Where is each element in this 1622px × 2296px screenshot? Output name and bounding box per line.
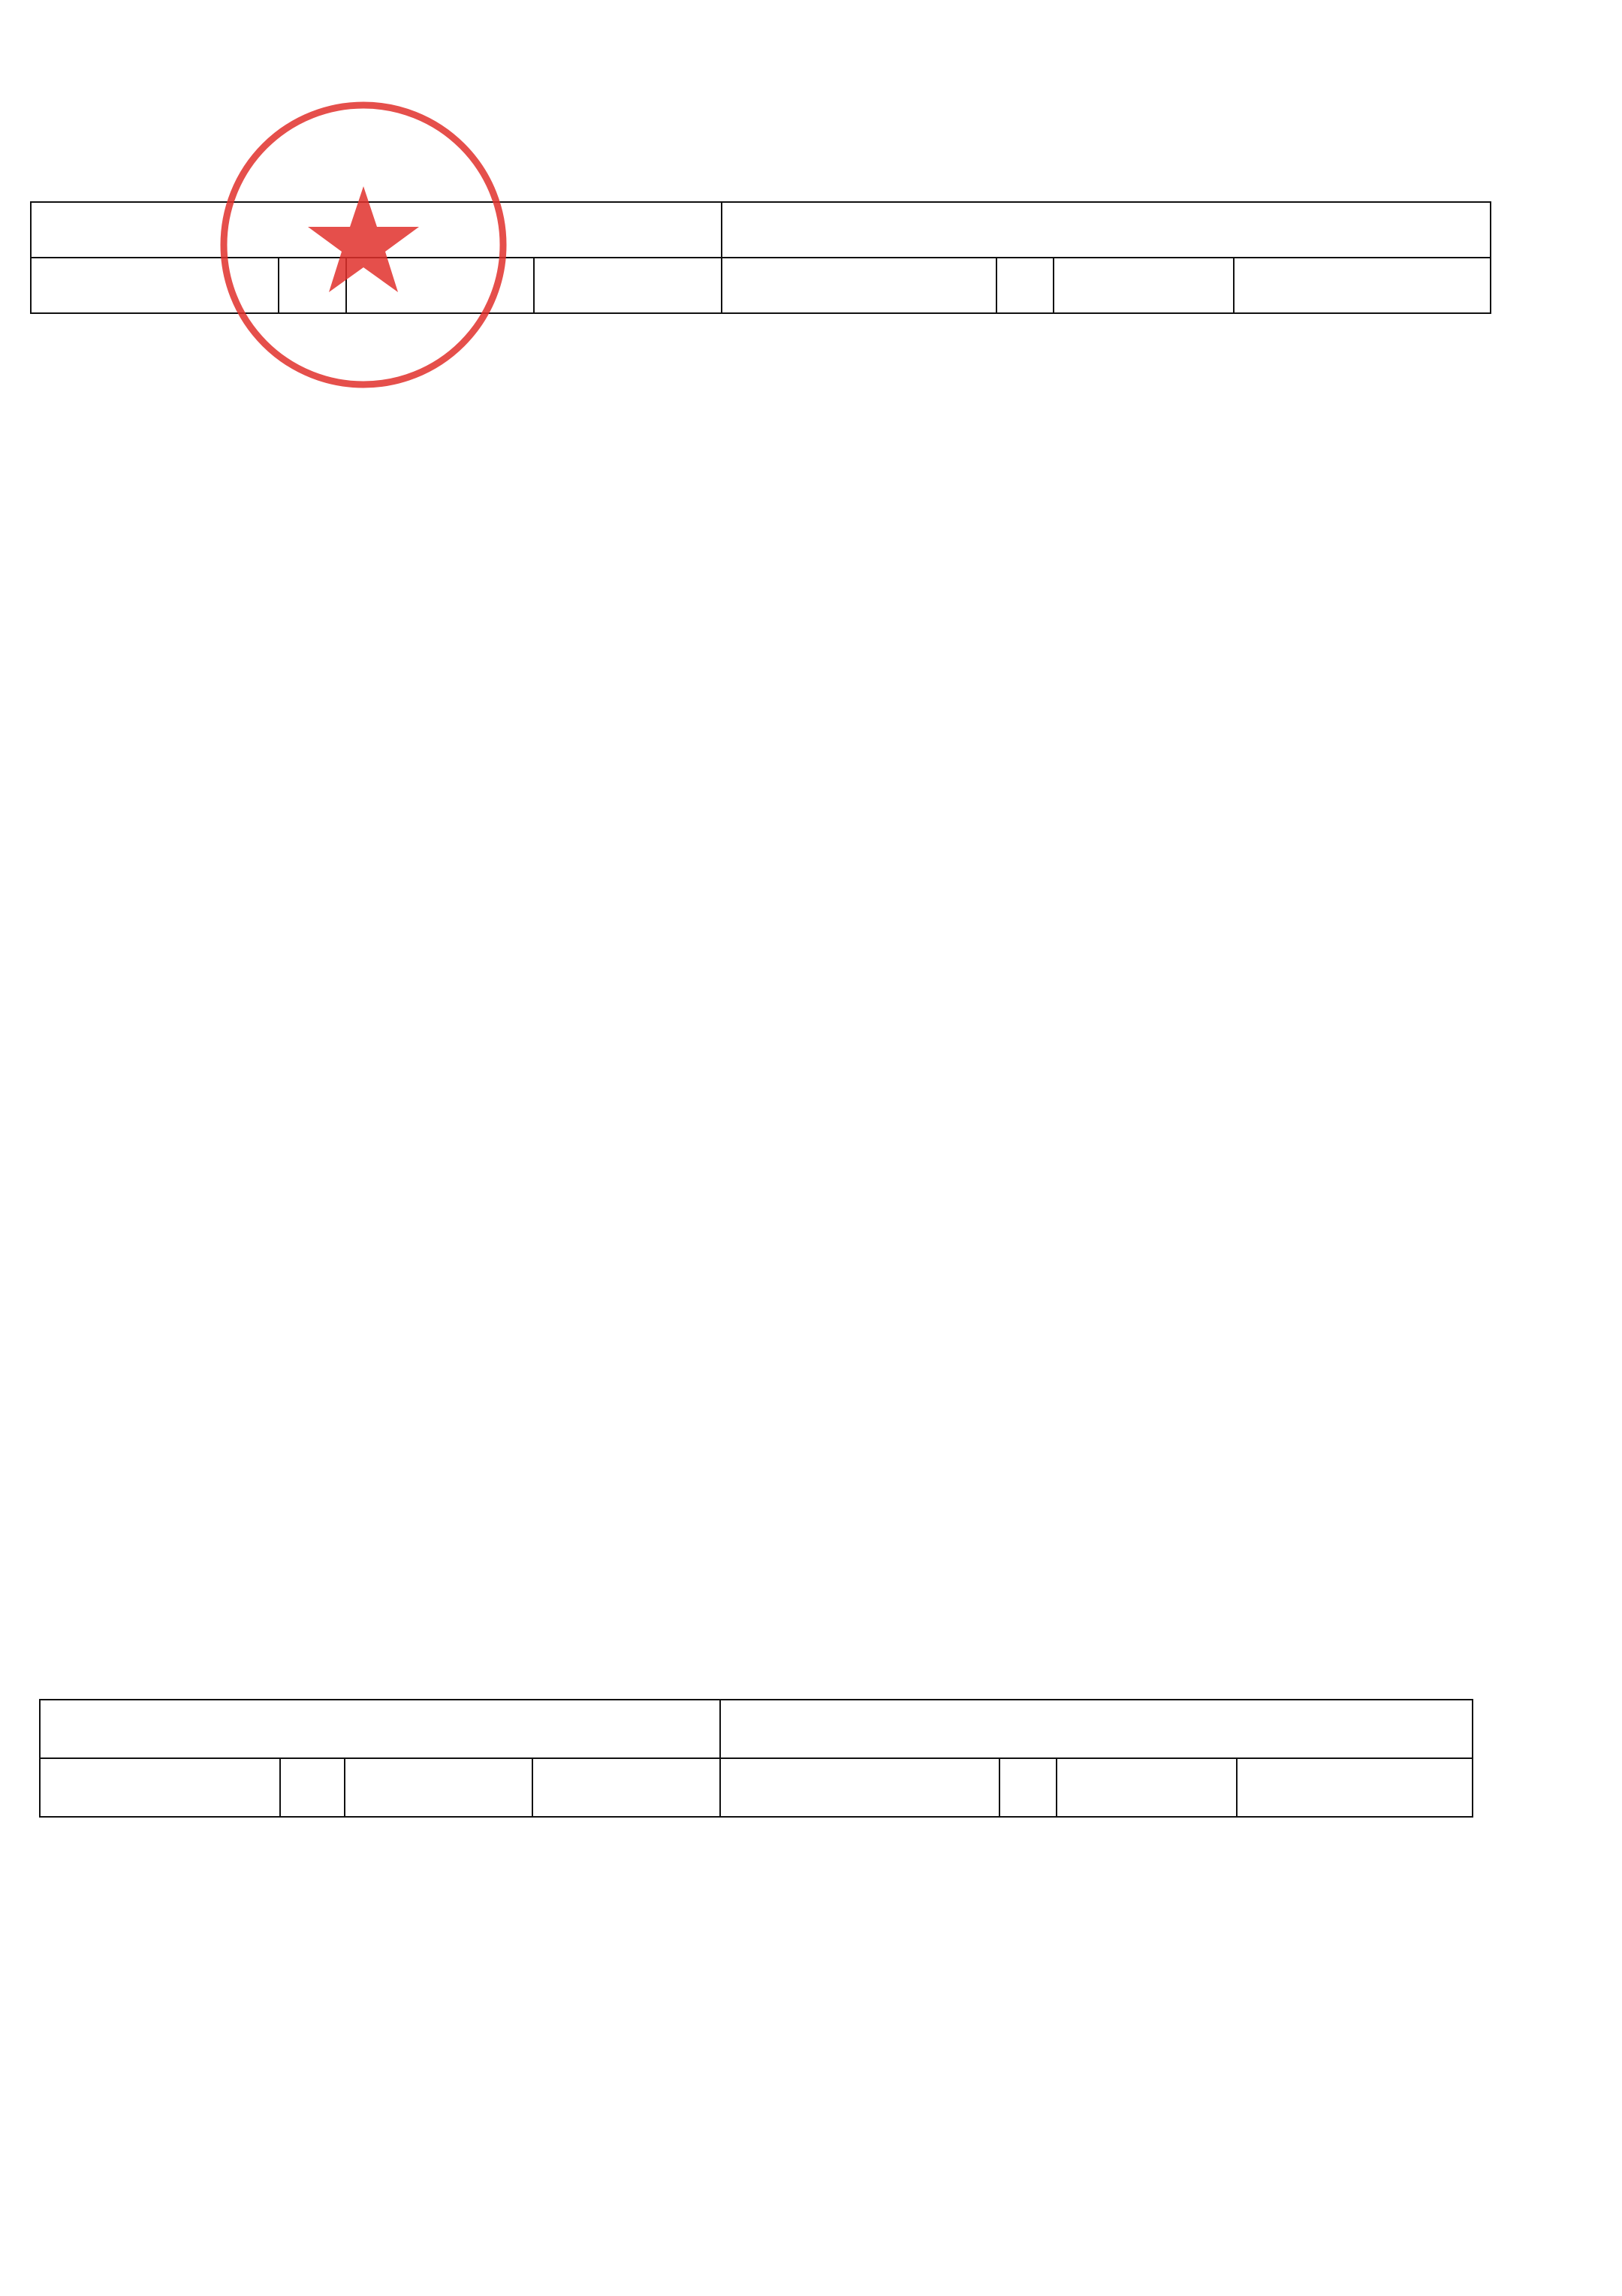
official-seal <box>216 98 511 392</box>
liabilities-group-header <box>722 202 1491 258</box>
col-begin-balance <box>534 258 722 313</box>
appendix-table <box>39 1699 1473 1818</box>
seal-star-icon <box>308 186 419 292</box>
appendix-col-begin <box>1237 1758 1473 1817</box>
appendix-col-begin <box>532 1758 720 1817</box>
appendix-col-liabilities <box>720 1758 999 1817</box>
appendix-col-assets <box>40 1758 280 1817</box>
appendix-col-end <box>1057 1758 1237 1817</box>
col-seq <box>996 258 1054 313</box>
col-end-balance <box>1054 258 1234 313</box>
appendix-col-end <box>345 1758 532 1817</box>
appendix-assets-group <box>40 1700 720 1758</box>
col-begin-balance <box>1234 258 1491 313</box>
col-liabilities <box>722 258 996 313</box>
appendix-col-seq <box>280 1758 345 1817</box>
appendix-liabilities-group <box>720 1700 1473 1758</box>
appendix-col-seq <box>999 1758 1057 1817</box>
